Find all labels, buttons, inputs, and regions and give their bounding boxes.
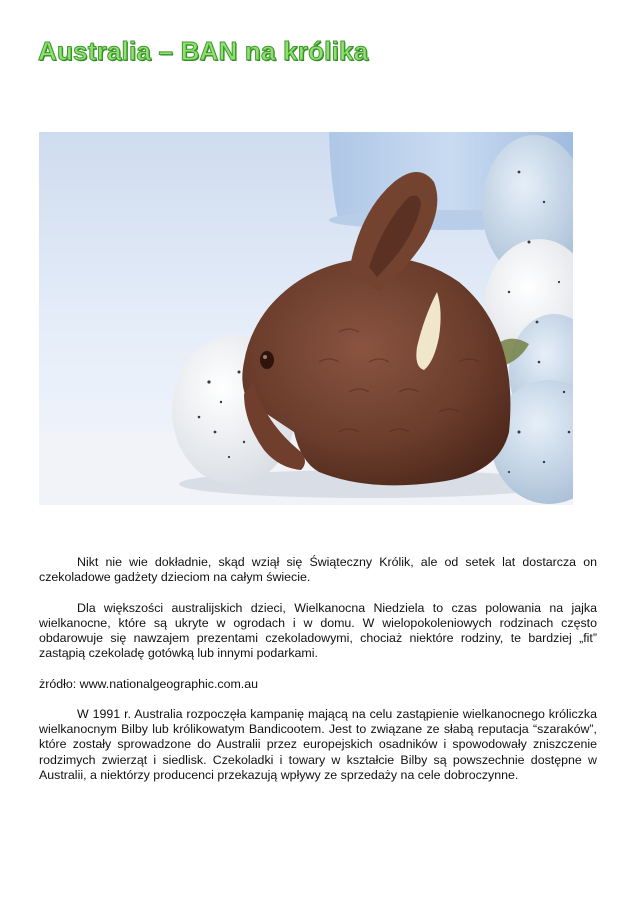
article-body [39,555,597,798]
page-title: Australia – BAN na królika [38,36,369,66]
paragraph-easter-sunday: Dla większości australijskich dzieci, Wielkanocna Niedziela to czas polowania na jajka wielkanocne, które są ukryte w ogrodach i w domu. W wielopokoleniowych rodzinach często obdarowuje się nawzajem prezentami czekoladowymi, chociaż niektóre rodziny, te bardziej „fit” zastąpią czekoladę gotówką lub innymi podarkami. [39,600,597,661]
paragraph-intro: Nikt nie wie dokładnie, skąd wziął się Świąteczny Królik, ale od setek lat dostarcza on czekoladowe gadżety dzieciom na całym świecie. [39,555,597,585]
source-line: żródło: www.nationalgeographic.com.au [39,676,259,691]
paragraph-bilby-campaign: W 1991 r. Australia rozpoczęła kampanię mającą na celu zastąpienie wielkanocnego króliczka wielkanocnym Bilby lub królikowatym Bandicootem. Jest to związane ze słabą reputacja “szaraków”, które zostały sprowadzone do Australii przez europejskich osadników i spowodowały zniszczenie rodzimych zwierząt i siedlisk. Czekoladki i towary w kształcie Bilby są powszechnie dostępne w Australii, a niektórzy producenci przekazują wpływy ze sprzedaży na cele dobroczynne. [39,706,597,782]
chocolate-bilby-photo [39,132,573,505]
photo-illustration [39,132,573,505]
